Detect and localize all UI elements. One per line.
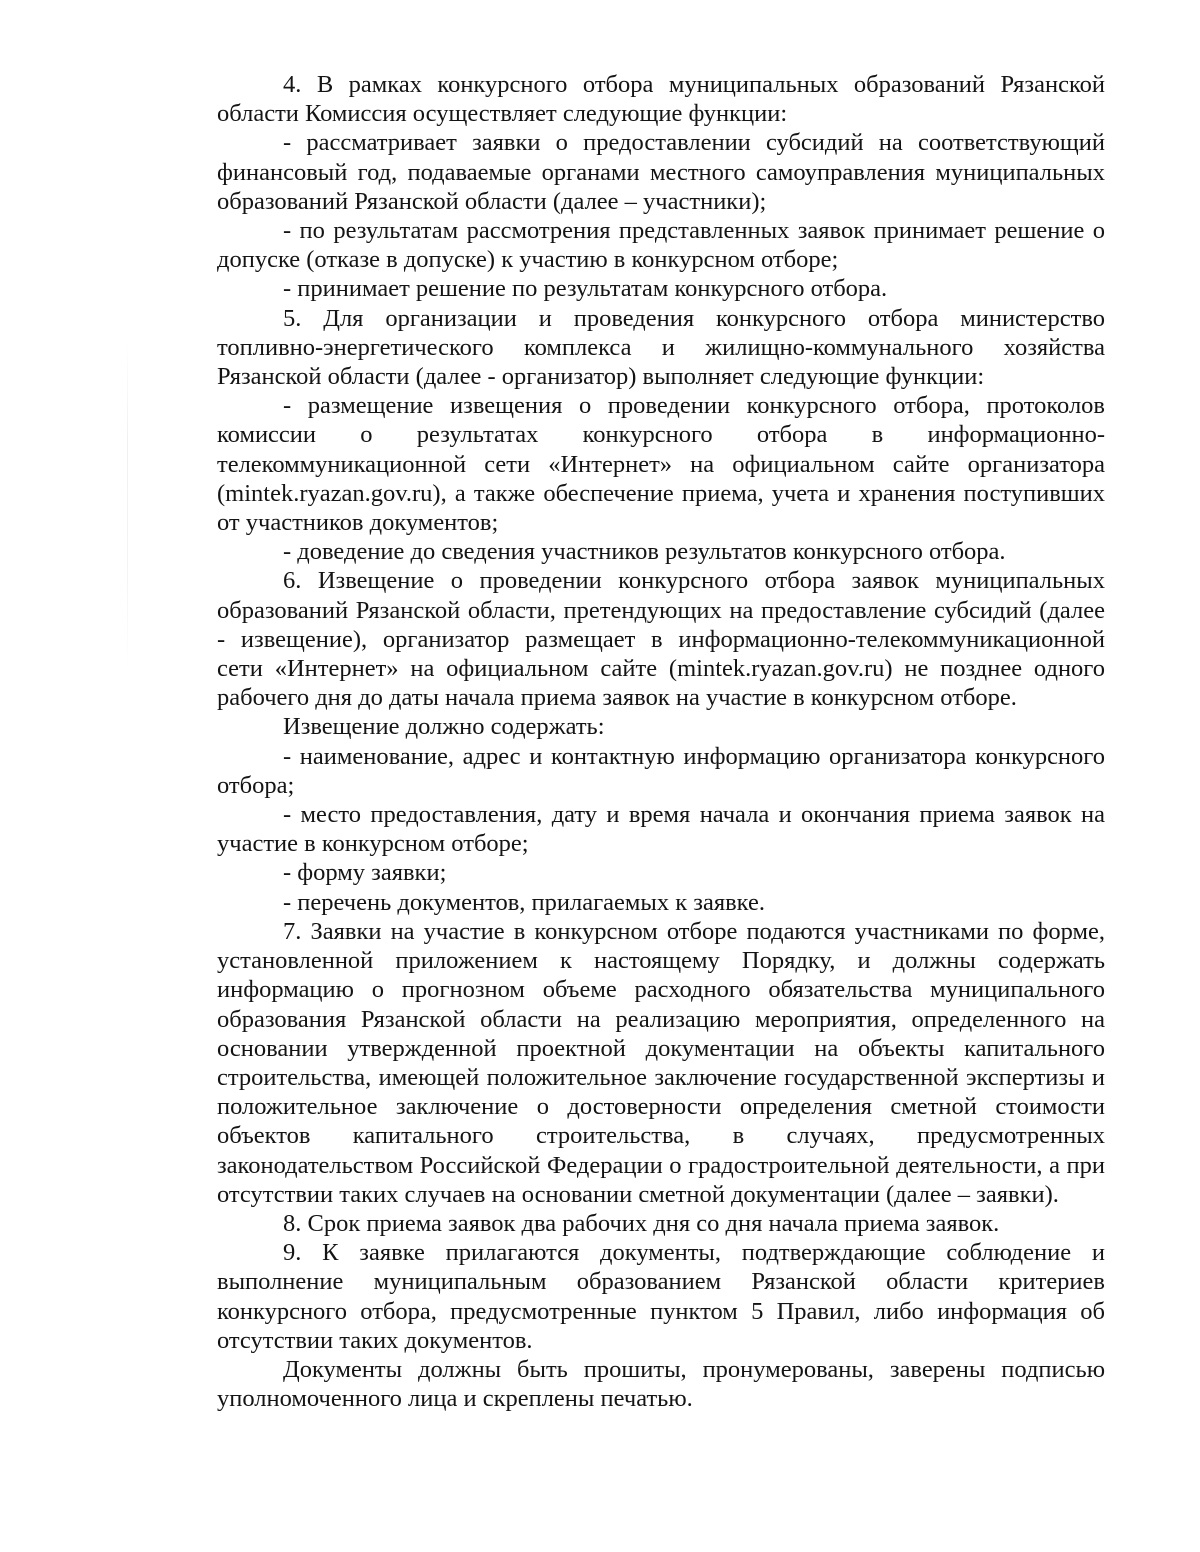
paragraph-item-5-function-1: - размещение извещения о проведении конкурсного отбора, протоколов комиссии о результатах конкурсного отбора в информационно-телекоммуникационной сети «Интернет» на официальном сайте организатора (mintek.ryazan.gov.ru), а также обеспечение приема, учета и хранения поступивших от участников документов; — [217, 392, 1105, 537]
paragraph-item-5: 5. Для организации и проведения конкурсного отбора министерство топливно-энергетического комплекса и жилищно-коммунального хозяйства Рязанской области (далее - организатор) выполняет следующие функции: — [217, 304, 1105, 391]
paragraph-notice-contents-4: - перечень документов, прилагаемых к заявке. — [283, 888, 765, 916]
paragraph-notice-contents-2: - место предоставления, дату и время начала и окончания приема заявок на участие в конкурсном отборе; — [217, 801, 1105, 858]
paragraph-item-7: 7. Заявки на участие в конкурсном отборе подаются участниками по форме, установленной приложением к настоящему Порядку, и должны содержать информацию о прогнозном объеме расходного обязательства муниципального образования Рязанской области на реализацию мероприятия, определенного на основании утвержденной проектной документации на объекты капитального строительства, имеющей положительное заключение государственной экспертизы и положительное заключение о достоверности определения сметной стоимости объектов капитального строительства, в случаях, предусмотренных законодательством Российской Федерации о градостроительной деятельности, а при отсутствии таких случаев на основании сметной документации (далее – заявки). — [217, 917, 1105, 1208]
paragraph-item-4-function-1: - рассматривает заявки о предоставлении субсидий на соответствующий финансовый год, подаваемые органами местного самоуправления муниципальных образований Рязанской области (далее – участники); — [217, 129, 1105, 215]
paragraph-item-4-function-2: - по результатам рассмотрения представленных заявок принимает решение о допуске (отказе в допуске) к участию в конкурсном отборе; — [217, 217, 1105, 274]
paragraph-notice-contents-1: - наименование, адрес и контактную информацию организатора конкурсного отбора; — [217, 742, 1105, 799]
paragraph-item-4: 4. В рамках конкурсного отбора муниципальных образований Рязанской области Комиссия осуществляет следующие функции: — [217, 71, 1105, 128]
paragraph-documents-requirements: Документы должны быть прошиты, пронумерованы, заверены подписью уполномоченного лица и скреплены печатью. — [217, 1355, 1105, 1413]
paragraph-item-4-function-3: - принимает решение по результатам конкурсного отбора. — [283, 275, 888, 303]
paragraph-notice-contents-heading: Извещение должно содержать: — [283, 713, 605, 741]
paragraph-item-5-function-2: - доведение до сведения участников результатов конкурсного отбора. — [283, 538, 1006, 566]
paragraph-item-9: 9. К заявке прилагаются документы, подтверждающие соблюдение и выполнение муниципальным образованием Рязанской области критериев конкурсного отбора, предусмотренные пунктом 5 Правил, либо информация об отсутствии таких документов. — [217, 1239, 1105, 1354]
paragraph-item-8: 8. Срок приема заявок два рабочих дня со дня начала приема заявок. — [283, 1209, 1000, 1237]
paragraph-notice-contents-3: - форму заявки; — [283, 859, 447, 887]
paragraph-item-6: 6. Извещение о проведении конкурсного отбора заявок муниципальных образований Рязанской области, претендующих на предоставление субсидий (далее - извещение), организатор размещает в информационно-телекоммуникационной сети «Интернет» на официальном сайте (mintek.ryazan.gov.ru) не позднее одного рабочего дня до даты начала приема заявок на участие в конкурсном отборе. — [217, 567, 1105, 712]
scan-artifact-line — [127, 340, 128, 670]
document-body — [217, 70, 1105, 1413]
